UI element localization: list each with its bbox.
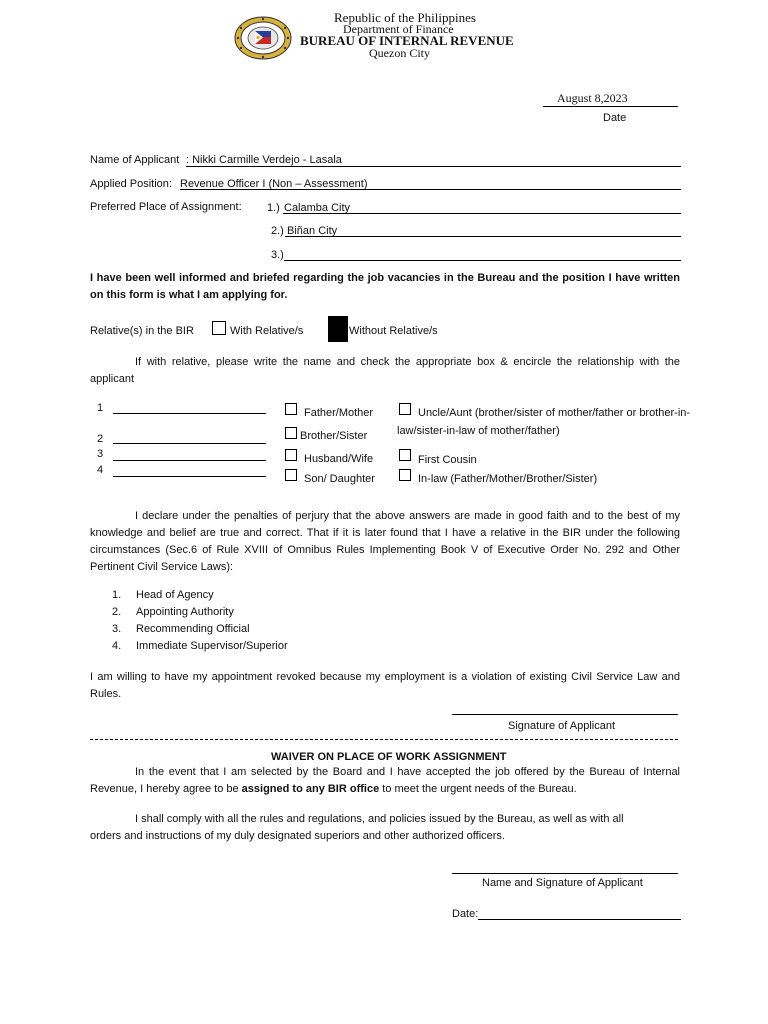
circumstance-4-text: Immediate Supervisor/Superior [136,640,288,652]
relative-row-2-num: 2 [97,433,104,445]
waiver-title: WAIVER ON PLACE OF WORK ASSIGNMENT [271,751,507,763]
circumstance-1-text: Head of Agency [136,589,214,601]
relative-row-3-line[interactable] [113,460,266,461]
waiver-paragraph-2: I shall comply with all the rules and regulations, and policies issued by the Bureau, as well as with all orders and instructions of my duly designated superiors and other authorized officers. [90,813,624,842]
applied-position-label: Applied Position: [90,178,172,190]
son-daughter-label: Son/ Daughter [304,473,375,485]
first-cousin-label: First Cousin [418,454,477,466]
waiver-p1-text: In the event that I am selected by the Board and I have accepted the job offered by the Bureau of Internal Revenue, I hereby agree to be [90,766,680,795]
in-law-checkbox[interactable] [399,469,411,481]
with-relative-label: With Relative/s [230,325,304,337]
briefing-statement: I have been well informed and briefed regarding the job vacancies in the Bureau and the position I have written on this form is what I am applying for. [90,272,680,301]
father-mother-checkbox[interactable] [285,403,297,415]
uncle-aunt-label-cont: law/sister-in-law of mother/father) [397,425,560,437]
circumstance-4-num: 4. [112,640,122,652]
place-2-num: 2.) [271,225,284,237]
with-relative-checkbox[interactable] [212,321,226,335]
applicant-name-line [186,166,681,167]
relative-row-1-num: 1 [97,402,104,414]
without-relative-checkbox[interactable] [328,316,348,342]
circumstance-3-num: 3. [112,623,122,635]
place-2-value[interactable]: Biñan City [287,225,338,237]
first-cousin-checkbox[interactable] [399,449,411,461]
header-city: Quezon City [369,46,430,60]
header-department: Department of Finance [343,22,454,36]
place-3-line [284,260,681,261]
header-republic: Republic of the Philippines [334,10,476,25]
preferred-place-label: Preferred Place of Assignment: [90,201,242,213]
applicant-name-label: Name of Applicant [90,154,180,166]
relative-row-4-num: 4 [97,464,104,476]
relative-row-3-num: 3 [97,448,104,460]
circumstance-3-text: Recommending Official [136,623,250,635]
bir-seal-logo [233,16,293,60]
brother-sister-label: Brother/Sister [300,430,368,442]
circumstance-1-num: 1. [112,589,122,601]
place-3-num: 3.) [271,249,284,261]
applied-position-value[interactable]: Revenue Officer I (Non – Assessment) [180,178,368,190]
declaration-text: I declare under the penalties of perjury that the above answers are made in good faith and to the best of my knowledge and belief are true and correct. That if it is later found that I have a relative in the BIR under the following circumstances (Sec.6 of Rule XVIII of Omnibus Rules Implementing Book V of Executive Order No. 292 and Other Pertinent Civil Service Laws): [90,510,680,573]
father-mother-label: Father/Mother [304,407,374,419]
without-relative-label: Without Relative/s [349,325,438,337]
waiver-date-label: Date: [452,908,479,920]
relative-row-1-line[interactable] [113,413,266,414]
uncle-aunt-label: Uncle/Aunt (brother/sister of mother/father or brother-in- [418,407,691,419]
name-signature-line[interactable] [452,873,678,874]
relatives-label: Relative(s) in the BIR [90,325,194,337]
son-daughter-checkbox[interactable] [285,469,297,481]
waiver-p1-end: to meet the urgent needs of the Bureau. [379,783,577,795]
name-signature-label: Name and Signature of Applicant [482,877,643,889]
revocation-text: I am willing to have my appointment revoked because my employment is a violation of existing Civil Service Law and Rules. [90,671,680,700]
waiver-p1-emphasis: assigned to any BIR office [241,783,380,795]
waiver-paragraph-1 [90,764,680,798]
date-value[interactable]: August 8,2023 [557,91,628,105]
signature-line[interactable] [452,714,678,715]
circumstance-2-num: 2. [112,606,122,618]
in-law-label: In-law (Father/Mother/Brother/Sister) [418,473,598,485]
brother-sister-checkbox[interactable] [285,427,297,439]
date-label: Date [603,112,627,124]
relative-row-4-line[interactable] [113,476,266,477]
place-1-line [283,213,681,214]
relative-row-2-line[interactable] [113,443,266,444]
signature-label: Signature of Applicant [508,720,616,732]
husband-wife-label: Husband/Wife [304,453,374,465]
relative-instruction: If with relative, please write the name and check the appropriate box & encircle the relationship with the applicant [90,356,680,385]
place-1-value[interactable]: Calamba City [284,202,351,214]
circumstance-2-text: Appointing Authority [136,606,234,618]
applied-position-line [180,189,681,190]
husband-wife-checkbox[interactable] [285,449,297,461]
section-divider [90,739,678,740]
place-2-line [285,236,681,237]
applicant-name-value[interactable]: : Nikki Carmille Verdejo - Lasala [186,154,342,166]
uncle-aunt-checkbox[interactable] [399,403,411,415]
header-bureau: BUREAU OF INTERNAL REVENUE [300,33,514,48]
waiver-date-line[interactable] [478,919,681,920]
place-1-num: 1.) [267,202,280,214]
date-line [543,106,678,107]
